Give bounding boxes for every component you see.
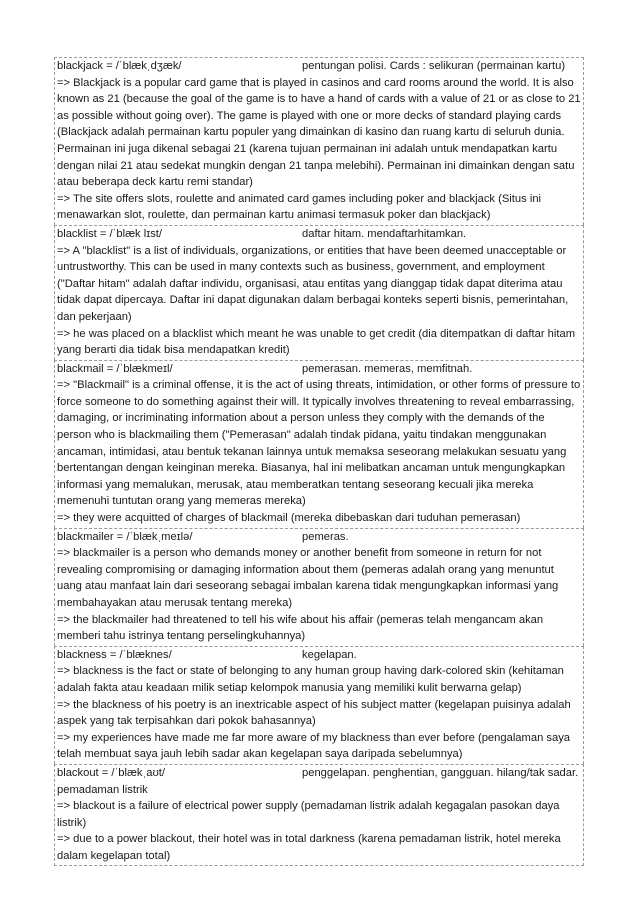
entry-term: blackjack = /ˈblækˌdʒæk/ xyxy=(57,60,182,72)
entry-line: => the blackness of his poetry is an inextricable aspect of his subject matter (kegelapan puisinya adalah aspek yang tak terpisahkan dari pokok bahasannya) xyxy=(57,698,571,728)
entry-header xyxy=(57,58,581,75)
entry-line: => blackout is a failure of electrical power supply (pemadaman listrik adalah kegagalan pasokan daya listrik) xyxy=(57,799,560,829)
entry-blacklist xyxy=(54,225,584,360)
entry-line: => my experiences have made me far more aware of my blackness than ever before (pengalaman saya telah membuat saya jauh lebih sadar akan kegelapan saya daripada sebelumnya) xyxy=(57,731,571,761)
entry-line: => he was placed on a blacklist which meant he was unable to get credit (dia ditempatkan di daftar hitam yang berarti dia tidak bisa mendapatkan kredit) xyxy=(57,327,576,357)
entry-meaning: kegelapan. xyxy=(302,648,357,661)
entry-meaning: daftar hitam. mendaftarhitamkan. xyxy=(302,227,467,240)
entry-term: blacklist = /ˈblæk lɪst/ xyxy=(57,227,163,240)
entry-line: => blackmailer is a person who demands money or another benefit from someone in return for not revealing compromising or damaging information about them (pemeras adalah orang yang menuntut uang atau manfaat lain dari seseorang sebagai imbalan karena tidak mengungkapkan informasi yang membahayakan atau merusak tentang mereka) xyxy=(57,547,559,609)
entry-blackjack xyxy=(54,57,584,225)
entry-term: blackness = /ˈblæknes/ xyxy=(57,648,172,661)
entry-blackmail xyxy=(54,360,584,528)
entry-header xyxy=(57,529,581,546)
entry-line: => Blackjack is a popular card game that is played in casinos and card rooms around the world. It is also known as 21 (because the goal of the game is to have a hand of cards with a value of 21 or as close to 21 as possible without going over). The game is played with one or more decks of standard playing cards (Blackjack adalah permainan kartu populer yang dimainkan di kasino dan ruang kartu di seluruh dunia. Permainan ini juga dikenal sebagai 21 (karena tujuan permainan ini adalah untuk mendapatkan kartu dengan nilai 21 atau sedekat mungkin dengan 21 tanpa melebihi). Permainan ini dimainkan dengan satu atau beberapa deck kartu remi standar) xyxy=(57,76,581,189)
entry-blackness xyxy=(54,646,584,764)
entry-line: => blackness is the fact or state of belonging to any human group having dark-colored skin (kehitaman adalah fakta atau keadaan milik setiap kelompok manusia yang memiliki kulit berwarna gelap) xyxy=(57,665,564,694)
entry-line: => due to a power blackout, their hotel was in total darkness (karena pemadaman listrik, hotel mereka dalam kegelapan total) xyxy=(57,833,561,862)
entry-header xyxy=(57,361,581,378)
entry-meaning: pemeras. xyxy=(302,530,349,543)
entry-meaning: penggelapan. penghentian, gangguan. hilang/tak sadar. pemadaman listrik xyxy=(57,766,579,796)
dictionary-page xyxy=(54,57,584,866)
entry-meaning: pemerasan. memeras, memfitnah. xyxy=(302,362,473,375)
entry-line: => the blackmailer had threatened to tell his wife about his affair (pemeras telah mengancam akan memberi tahu istrinya tentang perselingkuhannya) xyxy=(57,613,544,643)
entry-blackmailer xyxy=(54,528,584,646)
entry-term: blackout = /ˈblækˌaʊt/ xyxy=(57,766,166,779)
entry-line: => The site offers slots, roulette and animated card games including poker and blackjack (Situs ini menawarkan slot, roulette, dan permainan kartu animasi termasuk poker dan blackjack) xyxy=(57,192,542,222)
entry-line: => "Blackmail" is a criminal offense, it is the act of using threats, intimidation, or other forms of pressure to force someone to do something against their will. It typically involves threatening to reveal embarrassing, damaging, or incriminating information about a person unless they comply with the demands of the person who is blackmailing them ("Pemerasan" adalah tindak pidana, yaitu tindakan menggunakan ancaman, intimidasi, atau bentuk tekanan lainnya untuk memaksa seseorang melakukan sesuatu yang bertentangan dengan keinginan mereka. Biasanya, hal ini melibatkan ancaman untuk mengungkapkan informasi yang memalukan, merusak, atau memberatkan tentang seseorang kecuali jika mereka memenuhi tuntutan orang yang memeras mereka) xyxy=(57,379,581,508)
entry-term: blackmailer = /ˈblækˌmeɪlə/ xyxy=(57,530,193,543)
entry-header xyxy=(57,647,581,664)
entry-header xyxy=(57,765,581,798)
entry-term: blackmail = /ˈblækmeɪl/ xyxy=(57,362,173,375)
entry-meaning: pentungan polisi. Cards : selikuran (permainan kartu) xyxy=(302,60,566,72)
entry-blackout xyxy=(54,764,584,866)
entry-header xyxy=(57,226,581,243)
entry-line: => A "blacklist" is a list of individuals, organizations, or entities that have been deemed unacceptable or untrustworthy. This can be used in many contexts such as business, government, and employment ("Daftar hitam" adalah daftar individu, organisasi, atau entitas yang dianggap tidak dapat diterima atau tidak dapat dipercaya. Daftar ini dapat digunakan dalam berbagai konteks seperti bisnis, pemerintahan, dan pekerjaan) xyxy=(57,244,569,323)
entry-line: => they were acquitted of charges of blackmail (mereka dibebaskan dari tuduhan pemerasan) xyxy=(57,512,521,525)
